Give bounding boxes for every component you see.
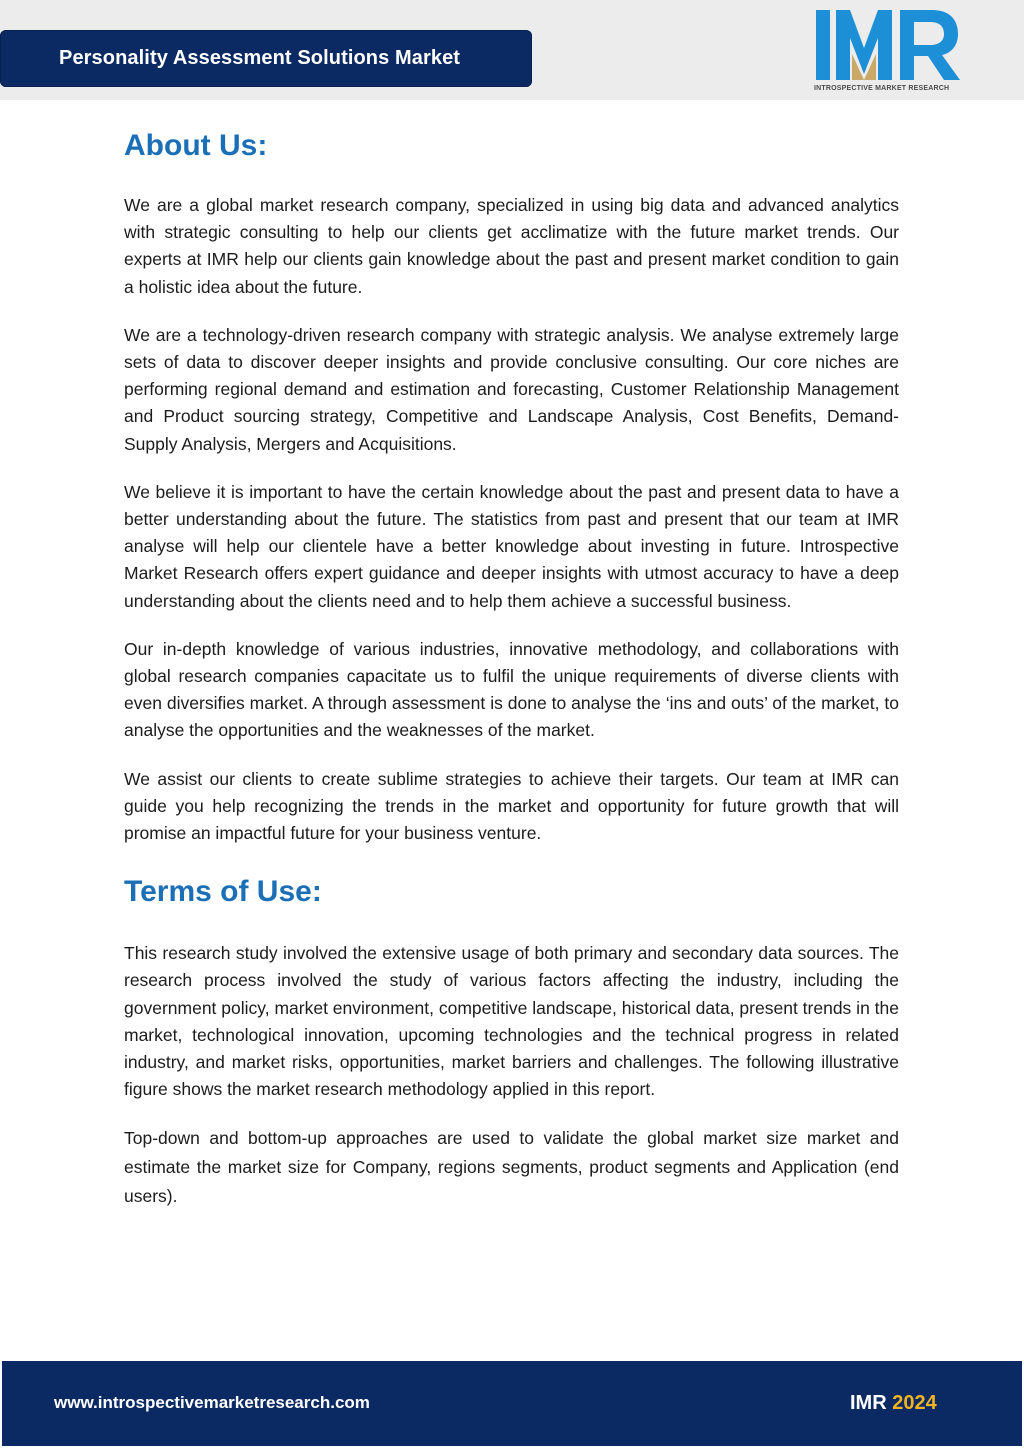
about-paragraph: We are a technology-driven research company with strategic analysis. We analyse extremely large sets of data to discover deeper insights and provide conclusive consulting. Our core niches are performing regional demand and estimation and forecasting, Customer Relationship Management and Product sourcing strategy, Competitive and Landscape Analysis, Cost Benefits, Demand-Supply Analysis, Mergers and Acquisitions. [124,324,899,454]
terms-paragraph: Top-down and bottom-up approaches are used to validate the global market size market and estimate the market size for Company, regions segments, product segments and Application (end users). [124,1128,899,1207]
about-heading: About Us: [124,129,268,162]
report-title-banner [0,30,532,87]
website-link[interactable]: www.introspectivemarketresearch.com [54,1393,370,1412]
footer-brand-name: IMR [850,1392,887,1414]
report-title: Personality Assessment Solutions Market [59,47,461,69]
footer-year: 2024 [892,1392,937,1414]
about-paragraph: We believe it is important to have the certain knowledge about the past and present data to have a better understanding about the future. The statistics from past and present that our team at IMR analyse will help our clientele have a better knowledge about investing in future. Introspective Market Research offers expert guidance and deeper insights with utmost accuracy to have a deep understanding about the clients need and to help them achieve a successful business. [124,481,899,611]
logo-caption: INTROSPECTIVE MARKET RESEARCH [814,85,950,92]
about-paragraph: We assist our clients to create sublime strategies to achieve their targets. Our team at IMR can guide you help recognizing the trends in the market and opportunity for future growth that will promise an impactful future for your business venture. [124,768,899,844]
imr-logo [810,8,966,96]
about-paragraph: We are a global market research company, specialized in using big data and advanced analytics with strategic consulting to help our clients get acclimatize with the future market trends. Our experts at IMR help our clients gain knowledge about the past and present market condition to gain a holistic idea about the future. [124,195,899,297]
main-content [124,122,899,1232]
imr-logo-icon [810,8,966,88]
footer-brand [850,1392,937,1415]
about-paragraph: Our in-depth knowledge of various industries, innovative methodology, and collaborations with global research companies capacitate us to fulfil the unique requirements of diverse clients with even diversifies market. A through assessment is done to analyse the ‘ins and outs’ of the market, to analyse the opportunities and the weaknesses of the market. [124,638,899,741]
terms-paragraph: This research study involved the extensive usage of both primary and secondary data sources. The research process involved the study of various factors affecting the industry, including the government policy, market environment, competitive landscape, historical data, present trends in the market, technological innovation, upcoming technologies and the technical progress in related industry, and market risks, opportunities, market barriers and challenges. The following illustrative figure shows the market research methodology applied in this report. [124,943,899,1100]
footer-bar [2,1361,1022,1446]
terms-heading: Terms of Use: [124,875,322,909]
